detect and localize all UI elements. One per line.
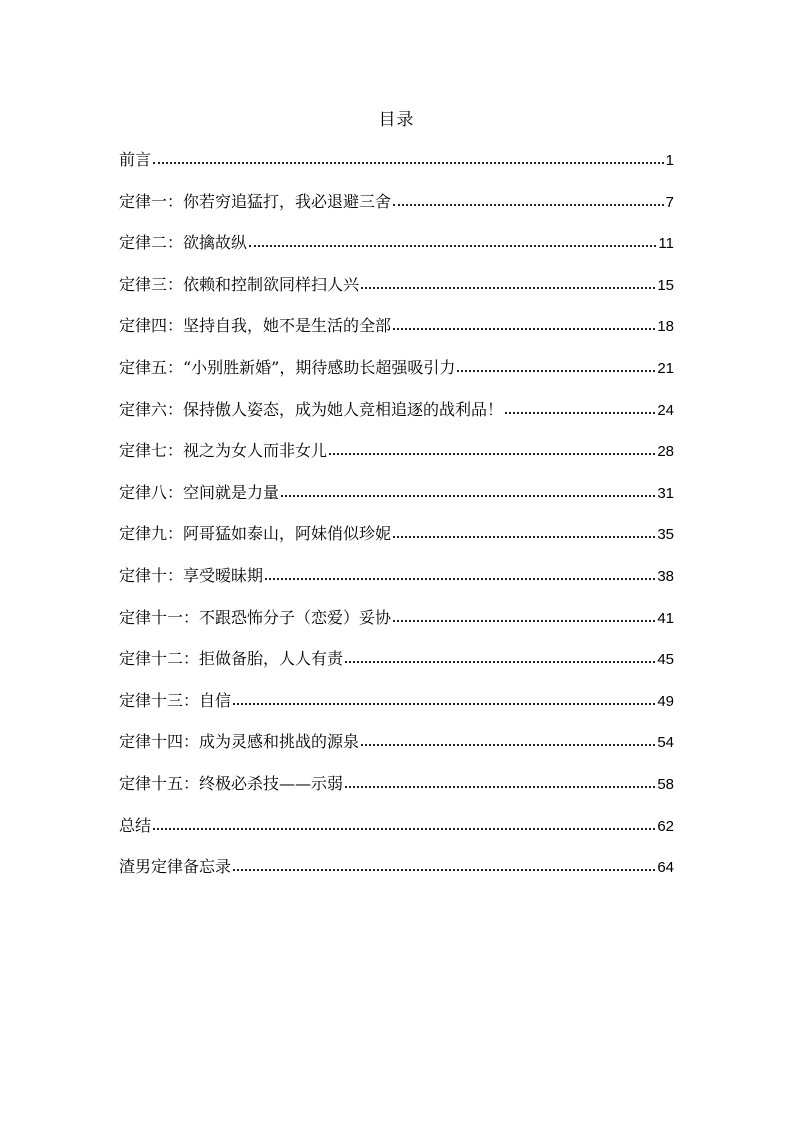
toc-entry-page: 1 bbox=[665, 152, 674, 169]
toc-entry[interactable] bbox=[119, 273, 674, 315]
dot-leader bbox=[393, 191, 664, 207]
toc-entry-page: 21 bbox=[657, 359, 674, 377]
dot-leader bbox=[505, 399, 655, 415]
dot-leader bbox=[249, 232, 656, 248]
toc-entry-label: 总结 bbox=[119, 815, 152, 835]
toc-entry-page: 11 bbox=[658, 235, 674, 253]
toc-entry[interactable] bbox=[119, 231, 674, 273]
toc-title: 目录 bbox=[378, 110, 415, 130]
toc-entry-label: 定律八：空间就是力量 bbox=[119, 482, 280, 502]
dot-leader bbox=[345, 648, 655, 664]
toc-entry-label: 前言 bbox=[119, 150, 152, 169]
dot-leader bbox=[329, 440, 655, 456]
dot-leader bbox=[393, 607, 655, 623]
dot-leader bbox=[361, 731, 655, 747]
toc-entry-page: 49 bbox=[657, 692, 674, 710]
toc-entry[interactable] bbox=[119, 564, 674, 606]
toc-entry-label: 定律十四：成为灵感和挑战的源泉 bbox=[119, 732, 360, 752]
toc-entry-page: 7 bbox=[665, 193, 674, 211]
toc-entry[interactable] bbox=[119, 481, 674, 523]
toc-entry[interactable] bbox=[119, 398, 674, 440]
toc-entry[interactable] bbox=[119, 647, 674, 689]
toc-entry[interactable] bbox=[119, 439, 674, 481]
toc-entry-label: 定律四：坚持自我，她不是生活的全部 bbox=[119, 316, 392, 336]
toc-entry-page: 31 bbox=[657, 484, 674, 502]
toc-entry[interactable] bbox=[119, 356, 674, 398]
toc-entry-label: 定律一：你若穷追猛打，我必退避三舍 bbox=[119, 191, 392, 211]
dot-leader bbox=[393, 523, 655, 539]
dot-leader bbox=[153, 815, 655, 831]
dot-leader bbox=[265, 565, 655, 581]
toc-entry-page: 64 bbox=[657, 859, 674, 877]
toc-entry[interactable] bbox=[119, 689, 674, 731]
toc-entry-page: 45 bbox=[657, 651, 674, 669]
toc-entry[interactable] bbox=[119, 730, 674, 772]
toc-entry-label: 定律十一：不跟恐怖分子（恋爱）妥协 bbox=[119, 607, 392, 627]
dot-leader bbox=[393, 315, 655, 331]
dot-leader bbox=[153, 149, 664, 165]
toc-entry[interactable] bbox=[119, 772, 674, 814]
toc-entry-label: 定律七：视之为女人而非女儿 bbox=[119, 441, 328, 461]
toc-entry-page: 18 bbox=[657, 318, 674, 336]
toc-entry-label: 定律六：保持傲人姿态，成为她人竞相追逐的战利品！ bbox=[119, 399, 504, 419]
toc-entry-page: 35 bbox=[657, 526, 674, 544]
toc-entry-page: 15 bbox=[657, 276, 674, 294]
dot-leader bbox=[345, 773, 655, 789]
toc-entry-page: 24 bbox=[657, 401, 674, 419]
toc-entry-page: 54 bbox=[657, 734, 674, 752]
toc-entry-label: 渣男定律备忘录 bbox=[119, 857, 232, 877]
toc-entry-page: 62 bbox=[657, 817, 674, 835]
toc-entry-label: 定律五：“小别胜新婚”，期待感助长超强吸引力 bbox=[119, 357, 456, 377]
dot-leader bbox=[281, 482, 655, 498]
toc-entry-page: 38 bbox=[657, 567, 674, 585]
toc-entry[interactable] bbox=[119, 606, 674, 648]
toc-entry-label: 定律十三：自信 bbox=[119, 690, 232, 710]
toc-entry-page: 58 bbox=[657, 775, 674, 793]
dot-leader bbox=[233, 856, 655, 872]
toc-entry-label: 定律十：享受暧昧期 bbox=[119, 565, 264, 585]
toc-entry-page: 28 bbox=[657, 443, 674, 461]
table-of-contents bbox=[119, 148, 674, 897]
dot-leader bbox=[233, 690, 655, 706]
toc-entry-label: 定律十五：终极必杀技——示弱 bbox=[119, 773, 344, 793]
toc-entry[interactable] bbox=[119, 855, 674, 897]
dot-leader bbox=[457, 357, 655, 373]
toc-entry-label: 定律三：依赖和控制欲同样扫人兴 bbox=[119, 274, 360, 294]
dot-leader bbox=[361, 274, 655, 290]
toc-entry-label: 定律九：阿哥猛如泰山，阿妹俏似珍妮 bbox=[119, 524, 392, 544]
toc-entry-label: 定律十二：拒做备胎，人人有责 bbox=[119, 649, 344, 669]
toc-entry[interactable] bbox=[119, 522, 674, 564]
toc-entry[interactable] bbox=[119, 314, 674, 356]
toc-entry[interactable] bbox=[119, 190, 674, 232]
toc-entry[interactable] bbox=[119, 148, 674, 190]
toc-entry[interactable] bbox=[119, 814, 674, 856]
toc-entry-label: 定律二：欲擒故纵 bbox=[119, 233, 248, 253]
toc-entry-page: 41 bbox=[657, 609, 674, 627]
